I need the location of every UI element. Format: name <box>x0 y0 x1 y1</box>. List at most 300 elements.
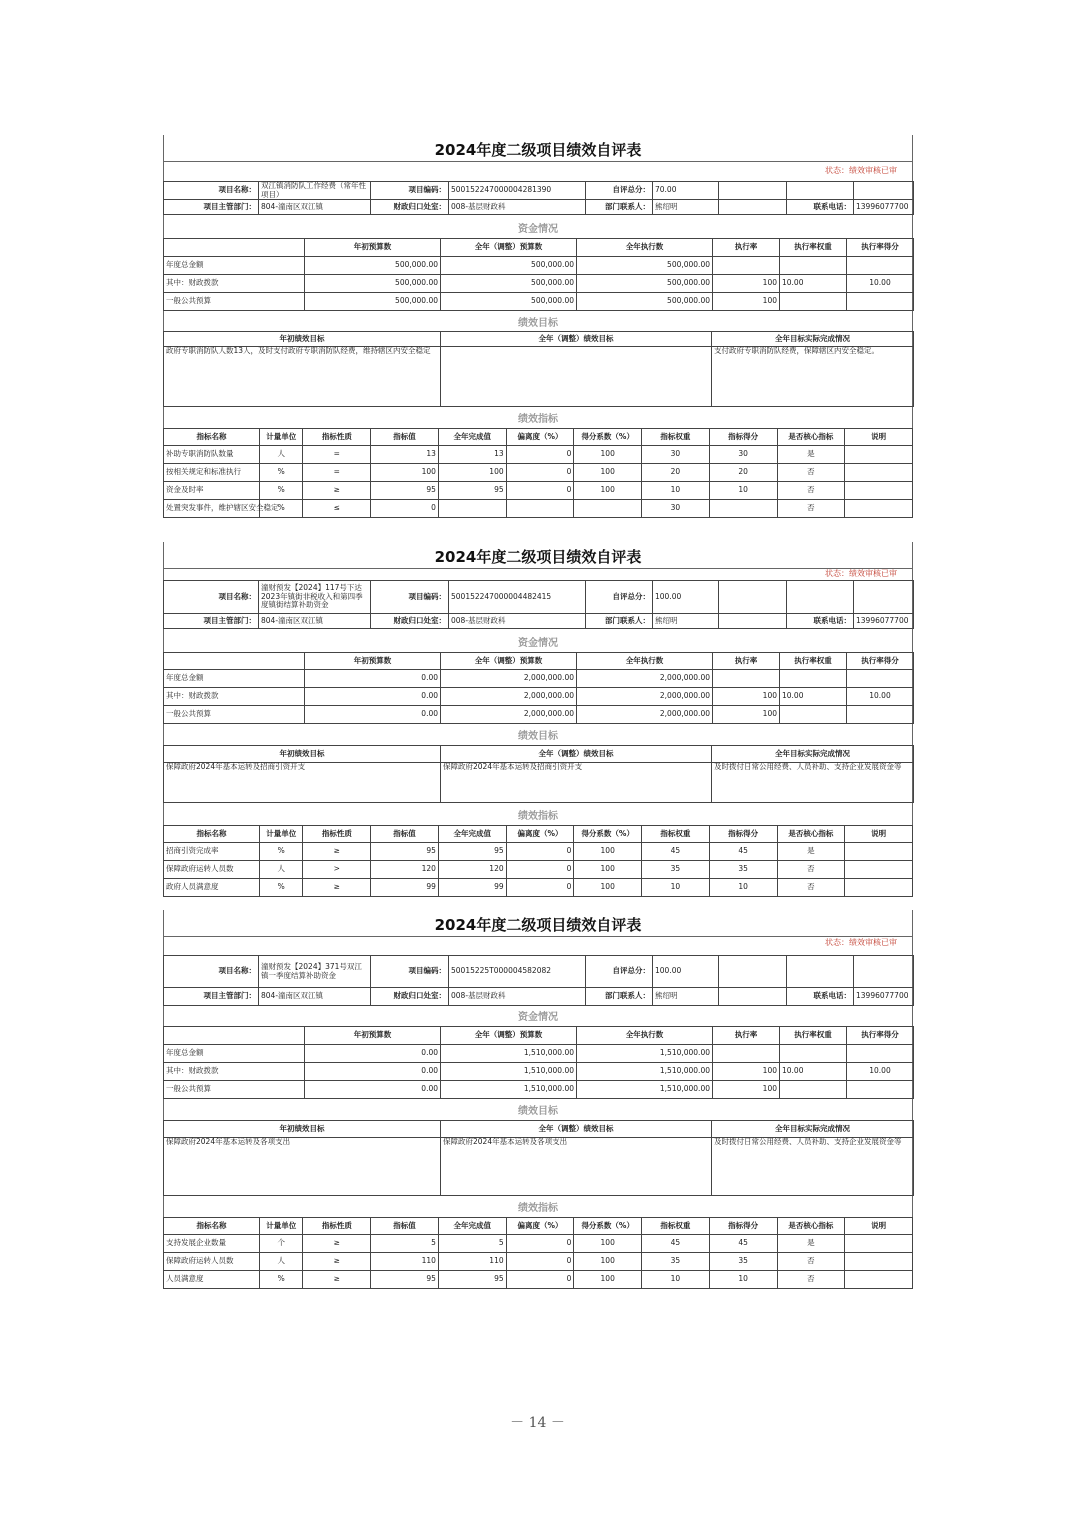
funds-cell: 10.00 <box>780 1063 847 1081</box>
funds-header: 执行率 <box>713 1027 780 1045</box>
indicator-cell <box>574 500 642 518</box>
indicator-cell: 100 <box>574 861 642 879</box>
indicator-cell <box>845 1235 913 1253</box>
indicator-cell: 45 <box>709 1235 777 1253</box>
indicator-cell: 人员满意度 <box>164 1271 260 1289</box>
funds-cell <box>847 293 914 311</box>
funds-row-label: 年度总金额 <box>164 670 305 688</box>
project-code-value: 500152247000004281390 <box>449 182 586 200</box>
funds-cell: 500,000.00 <box>577 275 713 293</box>
indicator-cell: 保障政府运转人员数 <box>164 861 260 879</box>
label-phone: 联系电话： <box>787 988 854 1006</box>
indicator-cell: 否 <box>777 879 845 897</box>
goals-header: 年初绩效目标 <box>164 332 441 347</box>
goals-header: 全年（调整）绩效目标 <box>441 1121 712 1138</box>
goal-text: 及时拨付日常公用经费、人员补助、支持企业发展资金等 <box>712 1138 914 1196</box>
blank-cell <box>719 614 787 629</box>
indicator-cell: % <box>260 1271 303 1289</box>
indicator-cell: 支持发展企业数量 <box>164 1235 260 1253</box>
indicator-cell <box>845 500 913 518</box>
indicator-cell: 100 <box>438 464 506 482</box>
funds-cell: 2,000,000.00 <box>441 706 577 724</box>
indicator-cell: 45 <box>642 1235 710 1253</box>
indicators-header: 说明 <box>845 1218 913 1235</box>
funds-header: 全年执行数 <box>577 1027 713 1045</box>
indicator-cell: 35 <box>642 861 710 879</box>
indicator-cell: 100 <box>574 1271 642 1289</box>
indicator-cell: % <box>260 879 303 897</box>
funds-row-label: 其中：财政拨款 <box>164 1063 305 1081</box>
section-indicators: 绩效指标 <box>518 811 558 822</box>
indicator-cell: 否 <box>777 464 845 482</box>
indicators-table <box>163 825 913 897</box>
indicator-cell: = <box>303 446 371 464</box>
funds-cell: 10.00 <box>780 688 847 706</box>
indicator-cell <box>845 446 913 464</box>
funds-cell: 100 <box>713 1081 780 1099</box>
label-score-total: 自评总分： <box>586 581 653 614</box>
funds-header: 全年执行数 <box>577 653 713 670</box>
funds-cell: 100 <box>713 293 780 311</box>
indicators-header: 得分系数（%） <box>574 826 642 843</box>
indicator-cell <box>845 464 913 482</box>
blank-cell <box>787 182 854 200</box>
indicator-cell: 0 <box>506 482 574 500</box>
funds-header: 全年（调整）预算数 <box>441 653 577 670</box>
dept-value: 804-潼南区双江镇 <box>259 614 371 629</box>
indicators-header: 全年完成值 <box>438 429 506 446</box>
contact-value: 熊绍明 <box>653 988 719 1006</box>
blank-cell <box>164 1027 305 1045</box>
title-divider <box>163 936 913 937</box>
indicators-header: 说明 <box>845 429 913 446</box>
funds-row-label: 年度总金额 <box>164 257 305 275</box>
section-goals: 绩效目标 <box>518 318 558 329</box>
funds-cell <box>780 1081 847 1099</box>
label-score-total: 自评总分： <box>586 956 653 988</box>
indicator-cell: 100 <box>574 1235 642 1253</box>
indicators-header: 偏离度（%） <box>506 826 574 843</box>
goals-table <box>163 745 914 803</box>
indicators-header: 得分系数（%） <box>574 1218 642 1235</box>
funds-cell: 100 <box>713 688 780 706</box>
indicator-cell: 95 <box>371 1271 439 1289</box>
indicators-header: 计量单位 <box>260 826 303 843</box>
form-title: 2024年度二级项目绩效自评表 <box>434 141 642 159</box>
form-title: 2024年度二级项目绩效自评表 <box>434 916 642 934</box>
indicator-cell: 0 <box>506 879 574 897</box>
goal-text: 保障政府2024年基本运转及各项支出 <box>164 1138 441 1196</box>
funds-cell: 2,000,000.00 <box>577 688 713 706</box>
indicator-cell: 100 <box>574 843 642 861</box>
indicators-header: 偏离度（%） <box>506 1218 574 1235</box>
indicator-cell: 0 <box>506 843 574 861</box>
indicator-cell: 按相关规定和标准执行 <box>164 464 260 482</box>
funds-cell: 2,000,000.00 <box>441 670 577 688</box>
indicator-cell <box>506 500 574 518</box>
indicator-cell: ≥ <box>303 1253 371 1271</box>
funds-cell: 500,000.00 <box>305 257 441 275</box>
indicator-cell: 100 <box>574 879 642 897</box>
funds-cell <box>780 1045 847 1063</box>
indicator-cell: 100 <box>574 1253 642 1271</box>
indicators-header: 指标值 <box>371 826 439 843</box>
indicator-cell: 10 <box>642 482 710 500</box>
indicators-header: 说明 <box>845 826 913 843</box>
finance-office-value: 008-基层财政科 <box>449 614 586 629</box>
label-contact: 部门联系人： <box>586 614 653 629</box>
funds-cell <box>847 706 914 724</box>
funds-cell: 1,510,000.00 <box>577 1081 713 1099</box>
indicator-cell <box>845 1253 913 1271</box>
indicator-cell: 人 <box>260 446 303 464</box>
funds-header: 执行率 <box>713 239 780 257</box>
label-project-name: 项目名称： <box>164 956 259 988</box>
indicator-cell: 否 <box>777 1253 845 1271</box>
contact-value: 熊绍明 <box>653 200 719 215</box>
indicator-cell: 20 <box>709 464 777 482</box>
funds-cell: 100 <box>713 706 780 724</box>
label-phone: 联系电话： <box>787 614 854 629</box>
project-code-value: 500152247000004482415 <box>449 581 586 614</box>
funds-cell <box>780 293 847 311</box>
indicator-cell: 10 <box>709 482 777 500</box>
funds-header: 全年执行数 <box>577 239 713 257</box>
goals-table <box>163 1120 914 1196</box>
section-indicators: 绩效指标 <box>518 1203 558 1214</box>
indicators-header: 是否核心指标 <box>777 826 845 843</box>
funds-header: 执行率得分 <box>847 239 914 257</box>
indicators-header: 指标名称 <box>164 826 260 843</box>
indicator-cell: ≥ <box>303 482 371 500</box>
blank-cell <box>164 653 305 670</box>
indicator-cell: 95 <box>438 1271 506 1289</box>
label-project-code: 项目编码： <box>371 581 449 614</box>
indicator-cell: 招商引资完成率 <box>164 843 260 861</box>
blank-cell <box>787 581 854 614</box>
goal-text: 保障政府2024年基本运转及招商引资开支 <box>441 763 712 803</box>
indicator-cell: 120 <box>438 861 506 879</box>
status-text: 状态：绩效审核已审 <box>825 569 897 578</box>
indicator-cell: % <box>260 464 303 482</box>
funds-cell: 0.00 <box>305 1081 441 1099</box>
score-total-value: 100.00 <box>653 581 719 614</box>
section-funds: 资金情况 <box>518 224 558 235</box>
phone-value: 13996077700 <box>854 988 914 1006</box>
funds-cell <box>713 1045 780 1063</box>
label-project-name: 项目名称： <box>164 182 259 200</box>
label-dept: 项目主管部门： <box>164 200 259 215</box>
funds-cell: 0.00 <box>305 706 441 724</box>
indicator-cell: 13 <box>438 446 506 464</box>
indicators-table <box>163 1217 913 1289</box>
label-contact: 部门联系人： <box>586 200 653 215</box>
label-finance-office: 财政归口处室： <box>371 200 449 215</box>
contact-value: 熊绍明 <box>653 614 719 629</box>
funds-cell <box>847 1045 914 1063</box>
indicator-cell: 0 <box>506 1271 574 1289</box>
project-info-table <box>163 181 914 215</box>
indicator-cell: 35 <box>709 861 777 879</box>
funds-cell: 500,000.00 <box>305 275 441 293</box>
funds-row-label: 年度总金额 <box>164 1045 305 1063</box>
indicators-header: 偏离度（%） <box>506 429 574 446</box>
indicator-cell: 5 <box>371 1235 439 1253</box>
indicator-cell: 10 <box>709 1271 777 1289</box>
indicator-cell: = <box>303 464 371 482</box>
goal-text: 政府专职消防队人数13人，及时支付政府专职消防队经费，维持辖区内安全稳定 <box>164 347 441 407</box>
indicator-cell: 100 <box>371 464 439 482</box>
indicators-table <box>163 428 913 518</box>
indicator-cell: 人 <box>260 861 303 879</box>
indicator-cell: 30 <box>642 446 710 464</box>
goals-header: 全年目标实际完成情况 <box>712 1121 914 1138</box>
funds-row-label: 一般公共预算 <box>164 293 305 311</box>
label-project-code: 项目编码： <box>371 182 449 200</box>
blank-cell <box>787 956 854 988</box>
funds-row-label: 一般公共预算 <box>164 1081 305 1099</box>
form-title: 2024年度二级项目绩效自评表 <box>434 548 642 566</box>
indicator-cell: 是 <box>777 446 845 464</box>
indicator-cell: 10 <box>642 1271 710 1289</box>
project-name-value: 双江镇消防队工作经费（常年性项目） <box>259 182 371 200</box>
funds-cell: 500,000.00 <box>577 257 713 275</box>
label-phone: 联系电话： <box>787 200 854 215</box>
funds-cell <box>847 1081 914 1099</box>
indicators-header: 指标值 <box>371 1218 439 1235</box>
indicator-cell: 95 <box>438 843 506 861</box>
indicator-cell: 0 <box>506 1253 574 1271</box>
phone-value: 13996077700 <box>854 200 914 215</box>
funds-cell <box>780 670 847 688</box>
section-indicators: 绩效指标 <box>518 414 558 425</box>
goal-text: 保障政府2024年基本运转及各项支出 <box>441 1138 712 1196</box>
indicator-cell: 否 <box>777 500 845 518</box>
status-text: 状态：绩效审核已审 <box>825 938 897 947</box>
goal-text: 及时拨付日常公用经费、人员补助、支持企业发展资金等 <box>712 763 914 803</box>
label-finance-office: 财政归口处室： <box>371 988 449 1006</box>
funds-cell: 1,510,000.00 <box>441 1063 577 1081</box>
indicator-cell <box>845 843 913 861</box>
funds-cell: 0.00 <box>305 688 441 706</box>
indicator-cell: 5 <box>438 1235 506 1253</box>
indicators-header: 指标性质 <box>303 429 371 446</box>
blank-cell <box>719 956 787 988</box>
funds-cell: 2,000,000.00 <box>441 688 577 706</box>
page-number: － 14 － <box>510 1415 565 1431</box>
indicator-cell: 35 <box>709 1253 777 1271</box>
funds-header: 执行率得分 <box>847 653 914 670</box>
indicator-cell <box>845 879 913 897</box>
indicator-cell: 35 <box>642 1253 710 1271</box>
indicator-cell: 是 <box>777 843 845 861</box>
indicator-cell: 20 <box>642 464 710 482</box>
indicator-cell: % <box>260 843 303 861</box>
title-divider <box>163 161 913 162</box>
label-finance-office: 财政归口处室： <box>371 614 449 629</box>
funds-cell <box>847 670 914 688</box>
project-info-table <box>163 580 914 629</box>
finance-office-value: 008-基层财政科 <box>449 988 586 1006</box>
goals-header: 全年（调整）绩效目标 <box>441 332 712 347</box>
blank-cell <box>719 988 787 1006</box>
indicators-header: 指标性质 <box>303 1218 371 1235</box>
indicator-cell: 99 <box>371 879 439 897</box>
funds-row-label: 其中：财政拨款 <box>164 688 305 706</box>
indicator-cell: 0 <box>506 446 574 464</box>
indicator-cell: 30 <box>709 446 777 464</box>
funds-header: 全年（调整）预算数 <box>441 1027 577 1045</box>
blank-cell <box>854 182 914 200</box>
funds-table <box>163 238 914 311</box>
funds-cell: 1,510,000.00 <box>577 1063 713 1081</box>
indicator-cell: 0 <box>371 500 439 518</box>
funds-header: 执行率权重 <box>780 1027 847 1045</box>
funds-cell: 500,000.00 <box>305 293 441 311</box>
blank-cell <box>854 581 914 614</box>
indicator-cell: 100 <box>574 482 642 500</box>
label-contact: 部门联系人： <box>586 988 653 1006</box>
funds-header: 全年（调整）预算数 <box>441 239 577 257</box>
indicators-header: 指标权重 <box>642 429 710 446</box>
indicator-cell: 99 <box>438 879 506 897</box>
label-dept: 项目主管部门： <box>164 614 259 629</box>
indicator-cell: 是 <box>777 1235 845 1253</box>
funds-cell: 500,000.00 <box>577 293 713 311</box>
indicators-header: 得分系数（%） <box>574 429 642 446</box>
indicator-cell: ≥ <box>303 1271 371 1289</box>
project-code-value: 50015225T000004582082 <box>449 956 586 988</box>
indicator-cell: 13 <box>371 446 439 464</box>
indicators-header: 指标名称 <box>164 429 260 446</box>
goals-header: 全年（调整）绩效目标 <box>441 746 712 763</box>
label-project-code: 项目编码： <box>371 956 449 988</box>
funds-cell: 0.00 <box>305 1063 441 1081</box>
indicator-cell: ≥ <box>303 843 371 861</box>
indicators-header: 全年完成值 <box>438 826 506 843</box>
status-text: 状态：绩效审核已审 <box>825 166 897 175</box>
indicators-header: 指标值 <box>371 429 439 446</box>
indicator-cell <box>845 861 913 879</box>
phone-value: 13996077700 <box>854 614 914 629</box>
section-goals: 绩效目标 <box>518 731 558 742</box>
funds-cell: 1,510,000.00 <box>577 1045 713 1063</box>
score-total-value: 100.00 <box>653 956 719 988</box>
score-total-value: 70.00 <box>653 182 719 200</box>
indicator-cell: 100 <box>574 446 642 464</box>
funds-cell: 100 <box>713 1063 780 1081</box>
indicators-header: 指标得分 <box>709 429 777 446</box>
indicator-cell: % <box>260 500 303 518</box>
goal-text: 保障政府2024年基本运转及招商引资开支 <box>164 763 441 803</box>
indicator-cell: 110 <box>371 1253 439 1271</box>
finance-office-value: 008-基层财政科 <box>449 200 586 215</box>
indicator-cell: 95 <box>438 482 506 500</box>
indicator-cell: 120 <box>371 861 439 879</box>
section-funds: 资金情况 <box>518 1012 558 1023</box>
indicator-cell: 处置突发事件，维护辖区安全稳定 <box>164 500 260 518</box>
label-project-name: 项目名称： <box>164 581 259 614</box>
indicators-header: 指标权重 <box>642 1218 710 1235</box>
funds-cell: 10.00 <box>847 275 914 293</box>
project-info-table <box>163 955 914 1006</box>
indicators-header: 指标得分 <box>709 1218 777 1235</box>
section-goals: 绩效目标 <box>518 1106 558 1117</box>
indicator-cell: 110 <box>438 1253 506 1271</box>
indicator-cell: 95 <box>371 843 439 861</box>
dept-value: 804-潼南区双江镇 <box>259 988 371 1006</box>
funds-row-label: 一般公共预算 <box>164 706 305 724</box>
funds-header: 执行率 <box>713 653 780 670</box>
funds-cell: 1,510,000.00 <box>441 1045 577 1063</box>
indicator-cell: 人 <box>260 1253 303 1271</box>
funds-row-label: 其中：财政拨款 <box>164 275 305 293</box>
goals-header: 年初绩效目标 <box>164 746 441 763</box>
funds-cell <box>780 706 847 724</box>
label-score-total: 自评总分： <box>586 182 653 200</box>
funds-cell: 10.00 <box>780 275 847 293</box>
indicator-cell: 30 <box>642 500 710 518</box>
indicator-cell: 0 <box>506 464 574 482</box>
indicator-cell: ≥ <box>303 879 371 897</box>
indicator-cell <box>709 500 777 518</box>
funds-cell: 10.00 <box>847 688 914 706</box>
goal-text <box>441 347 712 407</box>
indicator-cell: 0 <box>506 1235 574 1253</box>
indicator-cell: 95 <box>371 482 439 500</box>
label-dept: 项目主管部门： <box>164 988 259 1006</box>
indicator-cell <box>845 1271 913 1289</box>
indicator-cell: 45 <box>642 843 710 861</box>
indicator-cell: 否 <box>777 482 845 500</box>
indicator-cell: 0 <box>506 861 574 879</box>
indicator-cell: > <box>303 861 371 879</box>
indicator-cell: 政府人员满意度 <box>164 879 260 897</box>
indicator-cell: 100 <box>574 464 642 482</box>
funds-cell: 2,000,000.00 <box>577 670 713 688</box>
indicator-cell: 10 <box>642 879 710 897</box>
indicator-cell: 否 <box>777 1271 845 1289</box>
indicators-header: 指标性质 <box>303 826 371 843</box>
funds-cell <box>713 257 780 275</box>
indicator-cell: 个 <box>260 1235 303 1253</box>
project-name-value: 潼财预发【2024】371号双江镇一季度结算补助资金 <box>259 956 371 988</box>
goals-header: 年初绩效目标 <box>164 1121 441 1138</box>
funds-cell: 500,000.00 <box>441 257 577 275</box>
title-divider <box>163 568 913 569</box>
indicator-cell: 10 <box>709 879 777 897</box>
indicator-cell: 45 <box>709 843 777 861</box>
indicator-cell: 资金及时率 <box>164 482 260 500</box>
indicators-header: 计量单位 <box>260 1218 303 1235</box>
funds-cell: 0.00 <box>305 670 441 688</box>
indicator-cell: % <box>260 482 303 500</box>
indicator-cell <box>438 500 506 518</box>
indicators-header: 指标得分 <box>709 826 777 843</box>
indicator-cell: ≥ <box>303 1235 371 1253</box>
funds-cell: 100 <box>713 275 780 293</box>
funds-header: 执行率得分 <box>847 1027 914 1045</box>
indicator-cell: 否 <box>777 861 845 879</box>
funds-cell: 1,510,000.00 <box>441 1081 577 1099</box>
funds-cell <box>713 670 780 688</box>
goal-text: 支付政府专职消防队经费，保障辖区内安全稳定。 <box>712 347 914 407</box>
funds-cell: 2,000,000.00 <box>577 706 713 724</box>
indicators-header: 是否核心指标 <box>777 1218 845 1235</box>
dept-value: 804-潼南区双江镇 <box>259 200 371 215</box>
blank-cell <box>719 581 787 614</box>
indicators-header: 指标名称 <box>164 1218 260 1235</box>
